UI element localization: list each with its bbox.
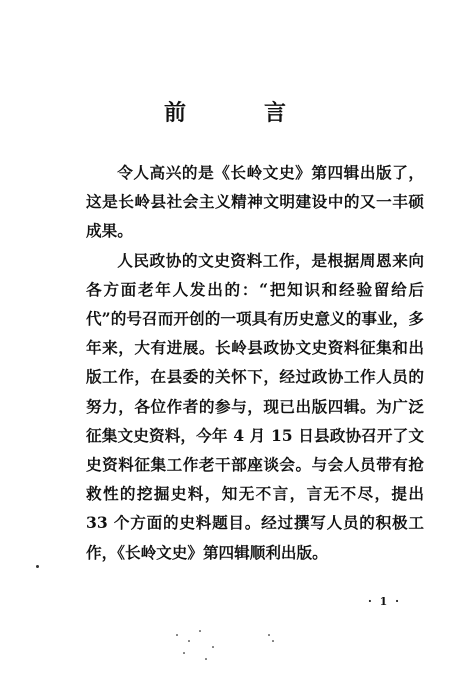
scan-speck	[188, 640, 190, 642]
page-number: · 1 ·	[368, 595, 401, 608]
paragraph-1: 令人高兴的是《长岭文史》第四辑出版了，这是长岭县社会主义精神文明建设中的又一丰硕成果。	[86, 163, 424, 241]
scan-speck	[176, 634, 178, 636]
scan-speck	[205, 658, 207, 660]
scan-mark	[36, 565, 39, 568]
scan-speck	[199, 630, 201, 632]
scan-speck	[272, 640, 274, 642]
scan-speck	[212, 646, 214, 648]
scan-speck	[268, 634, 270, 636]
scan-speck	[183, 652, 185, 654]
body-text	[86, 158, 424, 567]
page-title: 前 言	[163, 100, 314, 126]
paragraph-2: 人民政协的文史资料工作，是根据周恩来向各方面老年人发出的：“把知识和经验留给后代”的号召而开创的一项具有历史意义的事业，多年来，大有进展。长岭县政协文史资料征集和出版工作，在县委的关怀下，经过政协工作人员的努力，各位作者的参与，现已出版四辑。为广泛征集文史资料，今年 4 月 15 日县政协召开了文史资料征集工作老干部座谈会。与会人员带有抢救性的挖掘史料，知无不言，言无不尽，提出 33 个方面的史料题目。经过撰写人员的积极工作，《长岭文史》第四辑顺利出版。	[86, 250, 424, 562]
